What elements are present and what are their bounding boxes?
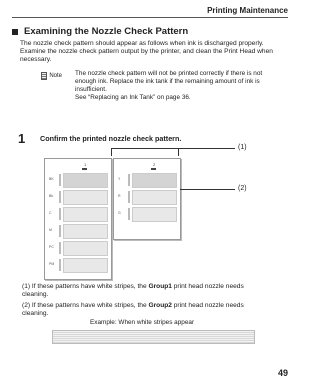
note-body: The nozzle check pattern will not be printed correctly if there is not enough ink. Replace the ink tank if the remaining amount of ink is insufficient. [75,70,263,93]
callout1-left-tick [111,148,112,156]
nozzle-pattern-strip [132,173,177,188]
list-item-2 [22,302,267,318]
row-label: PC [49,245,54,249]
nozzle-pattern-strip [63,224,108,239]
callout1-label: (1) [238,144,247,151]
callout2-line [180,189,235,190]
item1-number: (1) [22,283,31,290]
row-tick [128,208,130,220]
callout2-label: (2) [238,185,247,192]
row-label: G [118,211,121,215]
row-tick [59,259,61,271]
bullet-square-icon [12,29,18,35]
nozzle-pattern-strip [132,207,177,222]
row-tick [59,174,61,186]
page-number: 49 [277,368,288,378]
item1-post: print head nozzle needs cleaning. [22,283,244,298]
section-title: Examining the Nozzle Check Pattern [24,26,189,37]
item1-bold: Group1 [148,283,172,290]
note-see-link[interactable]: See “Replacing an Ink Tank” on page 36. [75,94,191,101]
nozzle-pattern-strip [132,190,177,205]
nozzle-pattern-strip [63,207,108,222]
item2-pre: If these patterns have white stripes, the [31,302,149,309]
note-badge [41,71,62,80]
panel1-marker [82,168,87,170]
item1-pre: If these patterns have white stripes, the [31,283,149,290]
item2-number: (2) [22,302,31,309]
row-label: BK [49,177,54,181]
row-tick [59,242,61,254]
row-label: PM [49,262,55,266]
callout1-line [111,148,235,149]
row-tick [59,208,61,220]
pattern-panel-group1 [44,158,112,280]
row-tick [59,191,61,203]
row-label: C [49,211,52,215]
list-item-1 [22,283,267,299]
row-label: R [118,194,121,198]
note-label: Note [49,72,62,79]
row-label: M [49,228,52,232]
item2-bold: Group2 [148,302,172,309]
row-tick [59,225,61,237]
row-tick [128,191,130,203]
step-number: 1 [18,131,26,146]
header-rule [12,17,288,18]
callout1-right-tick [178,148,179,156]
pattern-panel-group2 [113,158,181,240]
note-text [75,70,275,102]
section-heading [12,26,188,37]
row-tick [128,174,130,186]
page-header: Printing Maintenance [207,6,288,15]
intro-paragraph: The nozzle check pattern should appear as follows when ink is discharged properly. Examine the nozzle check pattern output by the printer, and clean the Print Head when necessary. [20,40,273,64]
nozzle-pattern-strip [63,173,108,188]
example-striped-pattern [52,330,255,344]
panel2-number: 2 [153,162,156,167]
nozzle-pattern-strip [63,190,108,205]
row-label: Bk [49,194,54,198]
nozzle-pattern-strip [63,241,108,256]
row-label: Y [118,177,121,181]
step-text: Confirm the printed nozzle check pattern. [40,134,182,143]
item2-post: print head nozzle needs cleaning. [22,302,244,317]
note-icon [41,72,47,80]
example-caption: Example: When white stripes appear [90,319,195,326]
panel1-number: 1 [84,162,87,167]
panel2-marker [151,168,156,170]
nozzle-pattern-strip [63,258,108,273]
